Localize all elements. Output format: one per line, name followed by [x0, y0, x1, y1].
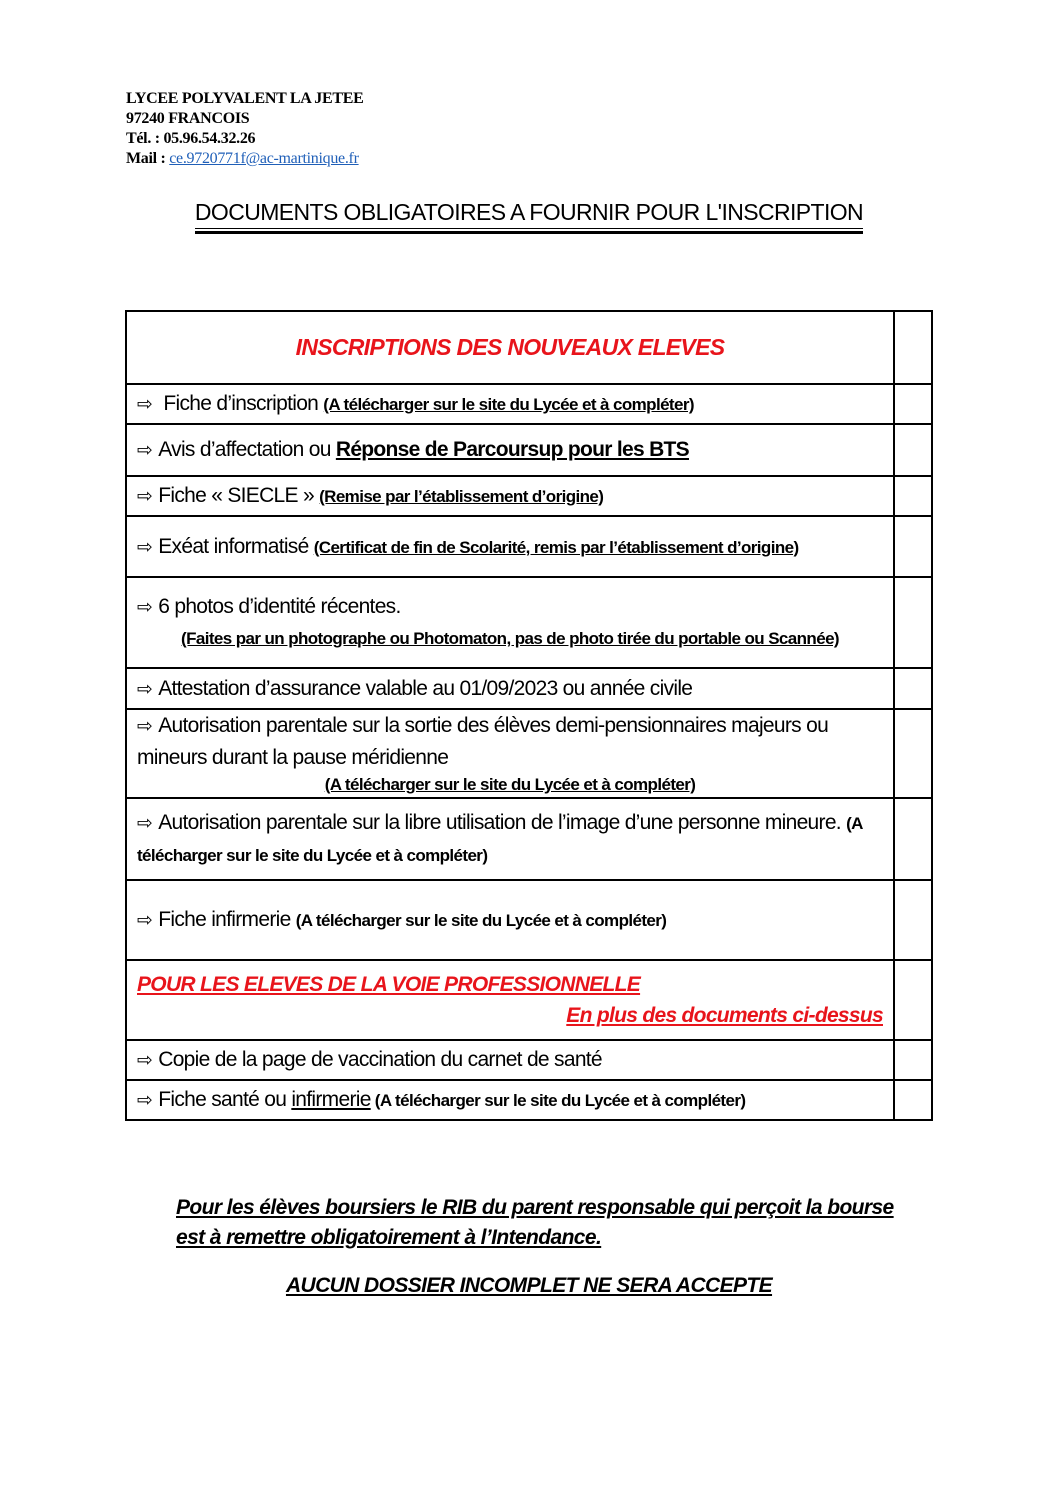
- checkbox-cell[interactable]: [894, 668, 932, 709]
- row-text: Autorisation parentale sur la sortie des élèves demi-pensionnaires majeurs ou mineurs durant la pause méridienne: [137, 714, 829, 769]
- pro-subheading: En plus des documents ci-dessus: [566, 1004, 883, 1027]
- school-name: LYCEE POLYVALENT LA JETEE: [126, 90, 364, 107]
- arrow-icon: ⇨: [137, 910, 153, 931]
- arrow-icon: ⇨: [137, 486, 153, 507]
- arrow-icon: ⇨: [137, 394, 153, 415]
- row-note: (Certificat de fin de Scolarité, remis par l’établissement d’origine): [313, 537, 799, 557]
- row-text: Attestation d’assurance valable au 01/09/2023 ou année civile: [158, 676, 693, 700]
- arrow-icon: ⇨: [137, 1090, 153, 1111]
- arrow-icon: ⇨: [137, 716, 153, 737]
- arrow-icon: ⇨: [137, 813, 153, 834]
- row-text: Avis d’affectation ou: [158, 438, 336, 461]
- arrow-icon: ⇨: [137, 440, 153, 461]
- pro-heading: POUR LES ELEVES DE LA VOIE PROFESSIONNELLE: [137, 973, 641, 996]
- row-text: 6 photos d’identité récentes.: [158, 595, 401, 618]
- checkbox-cell[interactable]: [894, 798, 932, 880]
- table-row: [126, 384, 932, 424]
- checkbox-cell[interactable]: [894, 1040, 932, 1080]
- checkbox-cell[interactable]: [894, 516, 932, 577]
- row-text: Fiche santé ou: [158, 1088, 292, 1111]
- table-row: [126, 798, 932, 880]
- arrow-icon: ⇨: [137, 536, 153, 558]
- table-row: [126, 668, 932, 709]
- mail-link[interactable]: ce.9720771f@ac-martinique.fr: [169, 150, 359, 167]
- table-row: [126, 1040, 932, 1080]
- checkbox-cell[interactable]: [894, 709, 932, 798]
- table-row: [126, 424, 932, 476]
- row-text: Exéat informatisé: [158, 534, 314, 558]
- mail-label: Mail :: [126, 150, 170, 167]
- table-row: [126, 516, 932, 577]
- row-note: (A télécharger sur le site du Lycée et à compléter): [370, 1091, 746, 1110]
- checkbox-cell[interactable]: [894, 311, 932, 384]
- checkbox-cell[interactable]: [894, 960, 932, 1040]
- incomplete-warning: AUCUN DOSSIER INCOMPLET NE SERA ACCEPTE: [285, 1274, 773, 1297]
- row-note: Réponse de Parcoursup pour les BTS: [335, 438, 689, 461]
- table-row: [126, 577, 932, 668]
- bursary-note: Pour les élèves boursiers le RIB du parent responsable qui perçoit la bourse est à remettre obligatoirement à l’Intendance.: [176, 1196, 894, 1249]
- table-heading-row: [126, 311, 932, 384]
- table-row: [126, 1080, 932, 1120]
- documents-table: [125, 310, 933, 1121]
- arrow-icon: ⇨: [137, 1050, 153, 1071]
- row-text: Autorisation parentale sur la libre utilisation de l’image d’une personne mineure.: [158, 811, 847, 834]
- arrow-icon: ⇨: [137, 597, 153, 618]
- row-note: (Faites par un photographe ou Photomaton, pas de photo tirée du portable ou Scannée): [181, 629, 839, 648]
- row-note: (Remise par l’établissement d’origine): [319, 487, 604, 506]
- checkbox-cell[interactable]: [894, 384, 932, 424]
- checkbox-cell[interactable]: [894, 476, 932, 516]
- row-note: (A télécharger sur le site du Lycée et à compléter): [295, 911, 667, 930]
- checkbox-cell[interactable]: [894, 1080, 932, 1120]
- page-title: DOCUMENTS OBLIGATOIRES A FOURNIR POUR L'INSCRIPTION: [0, 199, 1058, 229]
- school-phone: Tél. : 05.96.54.32.26: [126, 130, 256, 147]
- table-row: [126, 709, 932, 798]
- school-city: 97240 FRANCOIS: [126, 110, 250, 127]
- row-note: (A télécharger sur le site du Lycée et à compléter): [323, 395, 694, 414]
- checkbox-cell[interactable]: [894, 880, 932, 960]
- row-text: Fiche « SIECLE »: [158, 484, 320, 507]
- row-note: (A télécharger sur le site du Lycée et à compléter): [324, 775, 696, 794]
- table-row: [126, 880, 932, 960]
- checkbox-cell[interactable]: [894, 424, 932, 476]
- school-mail-line: [126, 149, 364, 169]
- table-row: [126, 476, 932, 516]
- arrow-icon: ⇨: [137, 678, 153, 700]
- row-text: Fiche d’inscription: [163, 392, 324, 415]
- row-note: (A télécharger sur le site du Lycée et à compléter): [137, 814, 863, 865]
- row-text: Fiche infirmerie: [158, 908, 296, 931]
- checkbox-cell[interactable]: [894, 577, 932, 668]
- table-heading: INSCRIPTIONS DES NOUVEAUX ELEVES: [126, 311, 894, 384]
- pro-heading-row: [126, 960, 932, 1040]
- row-text: Copie de la page de vaccination du carnet de santé: [158, 1048, 602, 1071]
- row-underlined: infirmerie: [291, 1088, 371, 1111]
- school-header: [126, 89, 364, 169]
